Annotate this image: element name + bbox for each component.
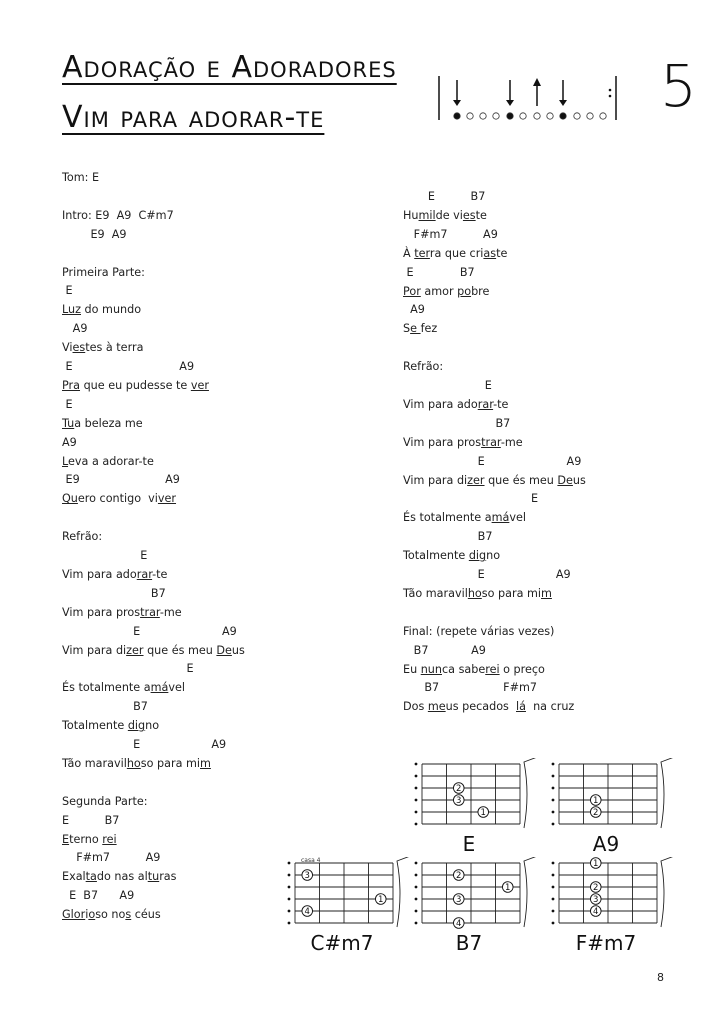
lyric-line: E B7 A9 <box>62 889 135 903</box>
lyric-line: Tão maravilhoso para mim <box>62 756 211 770</box>
lyric-line: Vim para prostrar-me <box>403 435 523 449</box>
svg-text:3: 3 <box>304 871 310 882</box>
lyric-line: E <box>62 662 194 676</box>
strum-down-arrow <box>506 80 514 106</box>
lyric-line: Pra que eu pudesse te ver <box>62 378 209 392</box>
chord-diagram <box>551 758 679 836</box>
song-title-line1: Adoração e Adoradores <box>62 50 397 85</box>
lyric-line: B7 A9 <box>403 643 486 657</box>
chord-diagram <box>414 857 542 935</box>
lyric-line: E A9 <box>403 568 571 581</box>
svg-text:3: 3 <box>456 895 462 906</box>
svg-text:2: 2 <box>593 808 599 819</box>
lyric-line: Por amor pobre <box>403 284 490 298</box>
lyric-line: E9 A9 <box>62 227 127 241</box>
song-title-line2: Vim para adorar-te <box>62 100 325 135</box>
lyric-line: B7 F#m7 <box>403 681 537 695</box>
lyric-line: Dos meus pecados lá na cruz <box>403 700 575 714</box>
svg-text:4: 4 <box>304 907 310 918</box>
lyric-line: Intro: E9 A9 C#m7 <box>62 208 174 222</box>
svg-text:casa 4: casa 4 <box>301 857 321 864</box>
strum-down-arrow <box>559 80 567 106</box>
lyric-line: F#m7 A9 <box>403 227 498 241</box>
lyric-line: Viestes à terra <box>62 341 144 355</box>
lyric-line: Vim para adorar-te <box>403 397 509 411</box>
lyric-line: E <box>62 284 73 298</box>
svg-text:2: 2 <box>456 871 462 882</box>
chord-diagram <box>551 857 679 935</box>
lyric-line: E B7 <box>62 813 120 827</box>
svg-text:2: 2 <box>456 784 462 795</box>
lyric-line: E <box>403 379 492 392</box>
lyric-line: Humilde vieste <box>403 208 487 222</box>
lyric-line: Totalmente digno <box>62 719 160 733</box>
lyric-line: Vim para dizer que és meu Deus <box>403 473 586 487</box>
lyric-line: Refrão: <box>62 530 103 544</box>
lyric-line: És totalmente amável <box>403 511 526 525</box>
lyric-line: Segunda Parte: <box>62 794 148 808</box>
chord-diagram <box>414 758 542 836</box>
lyric-line: Tão maravilhoso para mim <box>403 586 552 600</box>
lyric-line: E9 A9 <box>62 473 180 487</box>
lyric-line: Exaltado nas alturas <box>62 870 177 884</box>
lyric-line: E B7 <box>403 265 475 279</box>
lyric-line: A9 <box>62 435 77 449</box>
song-number: 5 <box>660 52 697 120</box>
lyric-line: Final: (repete várias vezes) <box>403 624 555 638</box>
lyric-line: E <box>62 397 73 411</box>
lyric-line: B7 <box>403 416 511 430</box>
svg-text:1: 1 <box>593 859 599 870</box>
lyric-line: E A9 <box>403 454 582 468</box>
lyric-line: E A9 <box>62 360 195 373</box>
svg-text:3: 3 <box>456 796 462 807</box>
lyric-line: Leva a adorar-te <box>62 454 154 468</box>
lyric-line: Quero contigo viver <box>62 492 177 506</box>
lyric-line: F#m7 A9 <box>62 851 161 865</box>
lyric-line: À terra que criaste <box>403 246 508 260</box>
lyric-line: Vim para adorar-te <box>62 567 168 581</box>
lyric-line: Eterno rei <box>62 832 117 846</box>
chord-name: F#m7 <box>575 931 637 955</box>
lyric-line: Vim para prostrar-me <box>62 605 182 619</box>
strum-up-arrow <box>533 78 541 106</box>
svg-text:2: 2 <box>593 883 599 894</box>
lyric-line: És totalmente amável <box>62 681 185 695</box>
strumming-pattern <box>436 72 622 124</box>
lyric-line: E A9 <box>62 624 237 638</box>
lyric-line: Glorioso nos céus <box>62 908 161 922</box>
svg-text:1: 1 <box>480 808 486 819</box>
svg-text:1: 1 <box>378 895 384 906</box>
page-number: 8 <box>657 971 664 984</box>
chord-name: B7 <box>455 931 483 955</box>
strum-down-arrow <box>453 80 461 106</box>
lyric-line: Refrão: <box>403 360 444 374</box>
lyric-line: Tom: E <box>62 171 100 184</box>
lyric-line: E <box>62 549 148 562</box>
lyric-line: A9 <box>62 322 88 336</box>
lyric-line: B7 <box>62 700 148 714</box>
lyric-line: Tua beleza me <box>62 416 143 430</box>
chord-name: E <box>462 832 476 856</box>
lyric-line: Primeira Parte: <box>62 265 145 279</box>
lyric-line: E <box>403 492 539 506</box>
chord-name: C#m7 <box>310 931 374 955</box>
lyric-line: E B7 <box>403 190 486 203</box>
lyric-line: Luz do mundo <box>62 303 142 317</box>
svg-text:3: 3 <box>593 895 599 906</box>
lyric-line: B7 <box>62 586 166 600</box>
lyric-line: Se fez <box>403 322 438 336</box>
lyric-line: E A9 <box>62 738 227 751</box>
chord-name: A9 <box>592 832 620 856</box>
lyric-line: Vim para dizer que és meu Deus <box>62 643 245 657</box>
svg-text:4: 4 <box>593 907 599 918</box>
svg-text:4: 4 <box>456 919 462 930</box>
lyric-line: Totalmente digno <box>403 549 501 563</box>
chord-diagram <box>287 857 415 935</box>
lyric-line: A9 <box>403 303 425 317</box>
svg-text:1: 1 <box>505 883 511 894</box>
lyric-line: B7 <box>403 530 493 544</box>
lyric-line: Eu nunca saberei o preço <box>403 662 545 676</box>
svg-text:1: 1 <box>593 796 599 807</box>
